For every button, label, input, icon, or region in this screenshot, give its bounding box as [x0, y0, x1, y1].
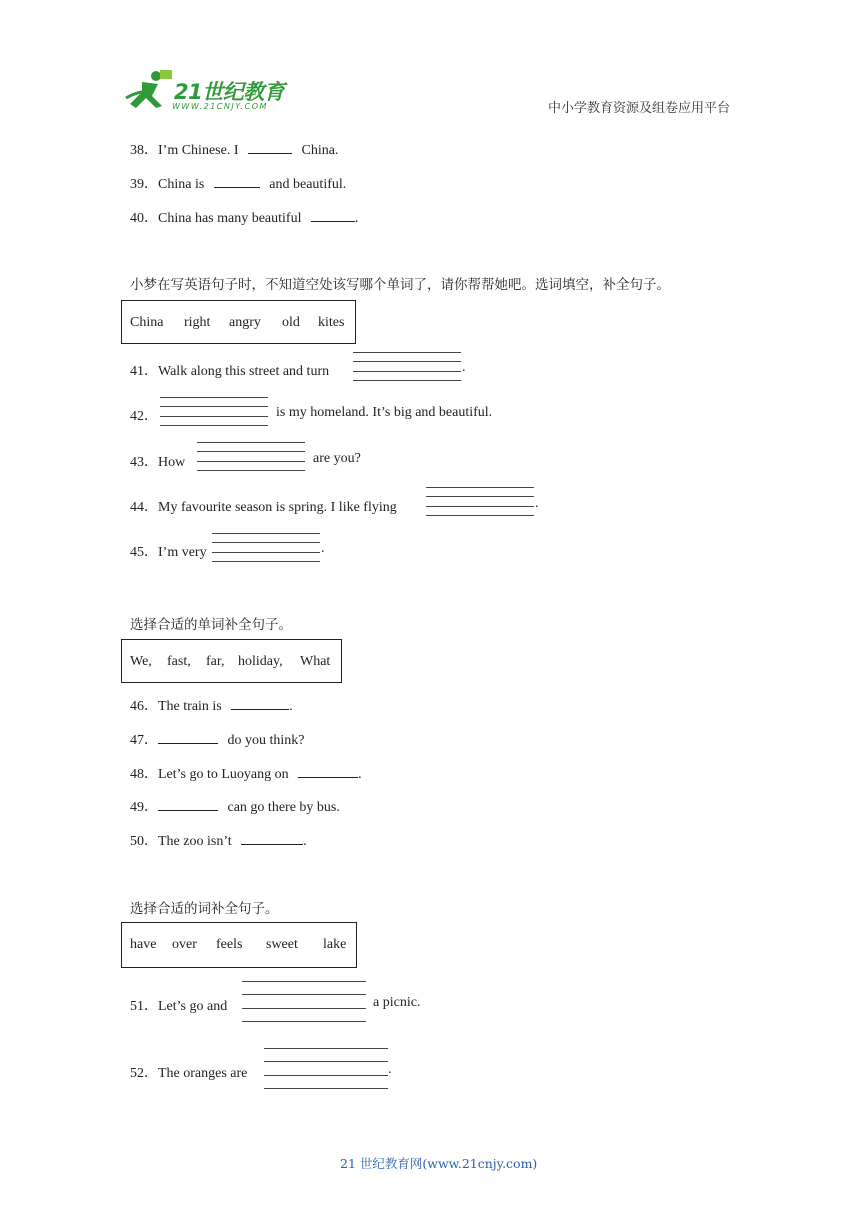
question-text: a picnic. — [373, 995, 421, 1010]
question-text: How — [158, 455, 186, 470]
section-instruction: 选择合适的词补全句子。 — [130, 901, 279, 917]
word-bank-item: fast, — [167, 654, 191, 669]
word-bank-item: We, — [130, 654, 152, 669]
question-48 — [130, 763, 362, 783]
section-instruction: 选择合适的单词补全句子。 — [130, 617, 292, 633]
question-text: . — [535, 496, 539, 511]
question-text: China. — [301, 143, 339, 158]
question-number: 41． — [130, 364, 158, 379]
question-text: China is — [158, 177, 205, 192]
question-number: 38． — [130, 143, 158, 158]
question-number: 50． — [130, 834, 158, 849]
question-46 — [130, 695, 293, 715]
question-text: are you? — [313, 451, 361, 466]
question-39 — [130, 173, 346, 193]
question-52 — [130, 1062, 247, 1082]
question-text: The oranges are — [158, 1066, 248, 1081]
word-bank-item: China — [130, 315, 164, 330]
word-bank-item: lake — [323, 937, 347, 952]
question-45 — [130, 541, 207, 561]
question-number: 45． — [130, 545, 158, 560]
question-text: I’m very — [158, 545, 207, 560]
word-bank — [121, 300, 356, 344]
question-41 — [130, 360, 329, 380]
question-text: The train is — [158, 699, 222, 714]
word-bank-item: sweet — [266, 937, 298, 952]
question-text: . — [358, 767, 362, 782]
word-bank-item: kites — [318, 315, 345, 330]
answer-blank[interactable] — [214, 175, 260, 188]
question-text: Let’s go to Luoyang on — [158, 767, 289, 782]
answer-blank[interactable] — [158, 798, 218, 811]
question-text: . — [303, 834, 307, 849]
question-text: can go there by bus. — [227, 800, 340, 815]
question-38 — [130, 139, 338, 159]
answer-blank[interactable] — [231, 697, 289, 710]
question-text: do you think? — [227, 733, 305, 748]
section-instruction: 小梦在写英语句子时，不知道空处该写哪个单词了，请你帮帮她吧。选词填空，补全句子。 — [130, 277, 670, 293]
question-text: The zoo isn’t — [158, 834, 232, 849]
logo-text: 21世纪教育 — [174, 80, 285, 104]
word-bank-item: have — [130, 937, 157, 952]
word-bank-item: over — [172, 937, 197, 952]
question-number: 47． — [130, 733, 158, 748]
question-44 — [130, 496, 397, 516]
answer-blank[interactable] — [241, 832, 303, 845]
footer-text: 21 世纪教育网(www.21cnjy.com) — [340, 1156, 538, 1171]
question-47 — [130, 729, 305, 749]
runner-logo-icon — [122, 68, 174, 114]
logo — [122, 68, 292, 116]
question-49 — [130, 796, 340, 816]
question-number: 39． — [130, 177, 158, 192]
question-text: . — [354, 211, 359, 226]
question-43 — [130, 451, 185, 471]
platform-tagline: 中小学教育资源及组卷应用平台 — [548, 101, 731, 116]
question-text: . — [388, 1062, 392, 1077]
question-number: 42． — [130, 409, 158, 424]
question-number: 49． — [130, 800, 158, 815]
question-number: 51． — [130, 999, 158, 1014]
question-number: 46． — [130, 699, 158, 714]
answer-blank[interactable] — [158, 731, 218, 744]
answer-blank[interactable] — [298, 765, 358, 778]
answer-blank[interactable] — [248, 141, 292, 154]
question-number: 44． — [130, 500, 158, 515]
answer-blank[interactable] — [311, 209, 355, 222]
word-bank — [121, 639, 342, 683]
question-40 — [130, 207, 358, 227]
question-text: I’m Chinese. I — [158, 143, 239, 158]
question-number: 43． — [130, 455, 158, 470]
question-number: 52． — [130, 1066, 158, 1081]
question-text: and beautiful. — [269, 177, 347, 192]
word-bank-item: old — [282, 315, 300, 330]
question-text: . — [462, 360, 466, 375]
word-bank-item: angry — [229, 315, 261, 330]
question-text: Let’s go and — [158, 999, 228, 1014]
question-number: 40． — [130, 211, 158, 226]
question-text: is my homeland. It’s big and beautiful. — [276, 405, 493, 420]
word-bank-item: right — [184, 315, 211, 330]
word-bank-item: feels — [216, 937, 243, 952]
question-50 — [130, 830, 307, 850]
question-text: My favourite season is spring. I like flying — [158, 500, 397, 515]
word-bank-item: What — [300, 654, 331, 669]
word-bank — [121, 922, 357, 968]
logo-url: WWW.21CNJY.COM — [172, 102, 268, 111]
question-text: Walk along this street and turn — [158, 364, 330, 379]
word-bank-item: far, — [206, 654, 225, 669]
question-text: . — [321, 541, 325, 556]
question-51 — [130, 995, 227, 1015]
question-text: . — [289, 699, 293, 714]
word-bank-item: holiday, — [238, 654, 283, 669]
question-number: 48． — [130, 767, 158, 782]
question-text: China has many beautiful — [158, 211, 302, 226]
